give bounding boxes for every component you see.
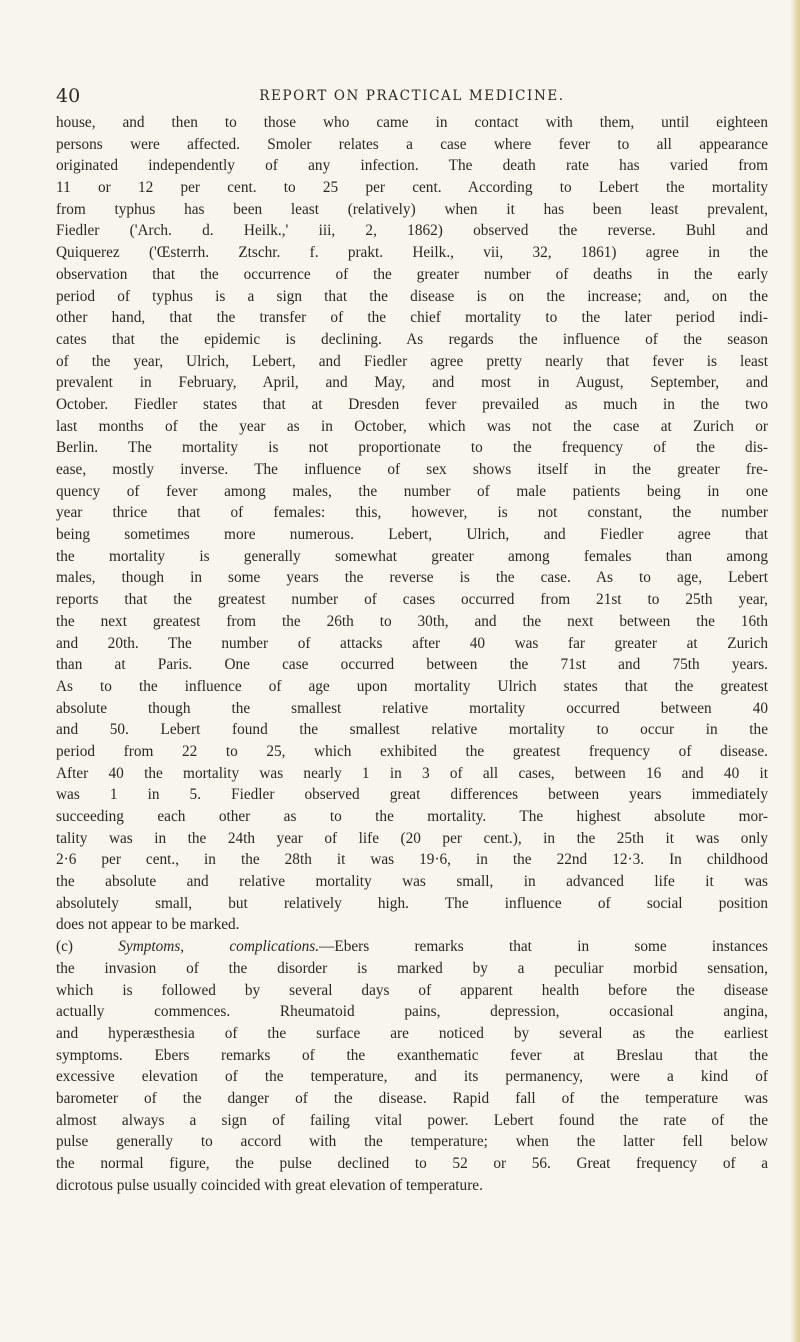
text-run: actually commences. Rheumatoid pains, depression, occasional angina, [56, 1003, 768, 1021]
text-line [56, 893, 768, 915]
text-line [56, 372, 768, 394]
text-line [56, 936, 768, 958]
text-run: quency of fever among males, the number of male patients being in one [56, 482, 768, 500]
text-line [56, 589, 768, 611]
text-line [56, 134, 768, 156]
text-run: absolutely small, but relatively high. The influence of social position [56, 894, 768, 912]
text-line [56, 871, 768, 893]
text-line [56, 567, 768, 589]
text-line [56, 1001, 768, 1023]
text-line [56, 676, 768, 698]
text-run: dicrotous pulse usually coincided with great elevation of temperature. [56, 1176, 483, 1194]
text-run: than at Paris. One case occurred between the 71st and 75th years. [56, 656, 768, 674]
text-run: pulse generally to accord with the temperature; when the latter fell below [56, 1133, 768, 1151]
text-line [56, 155, 768, 177]
text-line [56, 1153, 768, 1175]
text-run: October. Fiedler states that at Dresden fever prevailed as much in the two [56, 395, 768, 413]
text-run: observation that the occurrence of the greater number of deaths in the early [56, 265, 768, 283]
text-line [56, 307, 768, 329]
text-run: the invasion of the disorder is marked by a peculiar morbid sensation, [56, 959, 768, 977]
section-heading-italic: Symptoms, complications. [118, 938, 320, 956]
text-run: symptoms. Ebers remarks of the exanthematic fever at Breslau that the [56, 1046, 768, 1064]
text-line [56, 806, 768, 828]
text-line [56, 1066, 768, 1088]
text-line [56, 1110, 768, 1132]
text-line [56, 264, 768, 286]
text-line [56, 828, 768, 850]
text-line [56, 633, 768, 655]
text-run: (c) [56, 938, 119, 956]
text-line [56, 763, 768, 785]
text-run: males, though in some years the reverse is the case. As to age, Lebert [56, 569, 768, 587]
text-line [56, 849, 768, 871]
text-line [56, 1045, 768, 1067]
text-run: cates that the epidemic is declining. As regards the influence of the season [56, 330, 768, 348]
text-run: excessive elevation of the temperature, and its permanency, were a kind of [56, 1068, 768, 1086]
text-line [56, 546, 768, 568]
text-line [56, 199, 768, 221]
text-run: and 20th. The number of attacks after 40 was far greater at Zurich [56, 634, 768, 652]
text-line [56, 286, 768, 308]
body-text [56, 112, 768, 1196]
text-run: 2·6 per cent., in the 28th it was 19·6, in the 22nd 12·3. In childhood [56, 851, 768, 869]
text-run: persons were affected. Smoler relates a case where fever to all appearance [56, 135, 768, 153]
text-run: period of typhus is a sign that the disease is on the increase; and, on the [56, 287, 768, 305]
text-run: After 40 the mortality was nearly 1 in 3 of all cases, between 16 and 40 it [56, 764, 768, 782]
text-run: succeeding each other as to the mortality. The highest absolute mor- [56, 808, 768, 825]
text-run: tality was in the 24th year of life (20 per cent.), in the 25th it was only [56, 829, 768, 847]
text-run: Berlin. The mortality is not proportionate to the frequency of the dis- [56, 439, 768, 457]
text-run: last months of the year as in October, which was not the case at Zurich or [56, 417, 768, 435]
text-run: was 1 in 5. Fiedler observed great differences between years immediately [56, 786, 768, 804]
text-line [56, 502, 768, 524]
page-number: 40 [56, 85, 81, 107]
text-line [56, 394, 768, 416]
text-run: period from 22 to 25, which exhibited the greatest frequency of disease. [56, 742, 768, 760]
text-line [56, 654, 768, 676]
text-run: being sometimes more numerous. Lebert, Ulrich, and Fiedler agree that [56, 526, 768, 544]
text-line [56, 112, 768, 134]
text-line [56, 958, 768, 980]
text-run: originated independently of any infection. The death rate has varied from [56, 157, 768, 175]
text-line [56, 719, 768, 741]
text-line [56, 980, 768, 1002]
text-run: As to the influence of age upon mortality Ulrich states that the greatest [56, 677, 768, 695]
text-run: year thrice that of females: this, however, is not constant, the number [56, 504, 768, 522]
text-run: almost always a sign of failing vital power. Lebert found the rate of the [56, 1111, 768, 1129]
text-run: Quiquerez ('Œsterrh. Ztschr. f. prakt. Heilk., vii, 32, 1861) agree in the [56, 244, 768, 262]
text-line [56, 177, 768, 199]
text-line [56, 351, 768, 373]
text-run: other hand, that the transfer of the chief mortality to the later period indi- [56, 309, 768, 327]
text-line [56, 459, 768, 481]
text-line [56, 914, 768, 936]
text-line [56, 698, 768, 720]
text-run: of the year, Ulrich, Lebert, and Fiedler agree pretty nearly that fever is least [56, 352, 768, 370]
page-edge [790, 0, 800, 1342]
text-run: 11 or 12 per cent. to 25 per cent. According to Lebert the mortality [56, 179, 768, 197]
text-line [56, 220, 768, 242]
text-line [56, 437, 768, 459]
text-run: ease, mostly inverse. The influence of sex shows itself in the greater fre- [56, 461, 768, 478]
text-run: does not appear to be marked. [56, 916, 240, 934]
running-head: REPORT ON PRACTICAL MEDICINE. [259, 88, 565, 104]
text-run: reports that the greatest number of cases occurred from 21st to 25th year, [56, 591, 768, 609]
text-run: and hyperæsthesia of the surface are noticed by several as the earliest [56, 1024, 768, 1042]
text-run: and 50. Lebert found the smallest relative mortality to occur in the [56, 721, 768, 739]
text-run: the mortality is generally somewhat greater among females than among [56, 547, 768, 565]
text-run: the next greatest from the 26th to 30th, and the next between the 16th [56, 612, 768, 630]
text-run: which is followed by several days of apparent health before the disease [56, 981, 768, 999]
text-run: prevalent in February, April, and May, and most in August, September, and [56, 374, 768, 392]
text-run: house, and then to those who came in contact with them, until eighteen [56, 114, 768, 131]
text-line [56, 784, 768, 806]
text-run: absolute though the smallest relative mortality occurred between 40 [56, 699, 768, 717]
text-line [56, 1175, 768, 1197]
text-line [56, 416, 768, 438]
text-line [56, 1023, 768, 1045]
text-line [56, 524, 768, 546]
text-run: from typhus has been least (relatively) when it has been least prevalent, [56, 200, 768, 218]
text-run: the normal figure, the pulse declined to 52 or 56. Great frequency of a [56, 1155, 768, 1172]
text-line [56, 242, 768, 264]
text-run: the absolute and relative mortality was small, in advanced life it was [56, 873, 768, 891]
text-line [56, 1088, 768, 1110]
text-run: —Ebers remarks that in some instances [319, 938, 768, 956]
text-line [56, 329, 768, 351]
text-run: barometer of the danger of the disease. Rapid fall of the temperature was [56, 1089, 768, 1107]
text-line [56, 611, 768, 633]
text-line [56, 1131, 768, 1153]
text-run: Fiedler ('Arch. d. Heilk.,' iii, 2, 1862) observed the reverse. Buhl and [56, 222, 768, 240]
page-header [56, 84, 768, 108]
text-line [56, 741, 768, 763]
text-line [56, 481, 768, 503]
